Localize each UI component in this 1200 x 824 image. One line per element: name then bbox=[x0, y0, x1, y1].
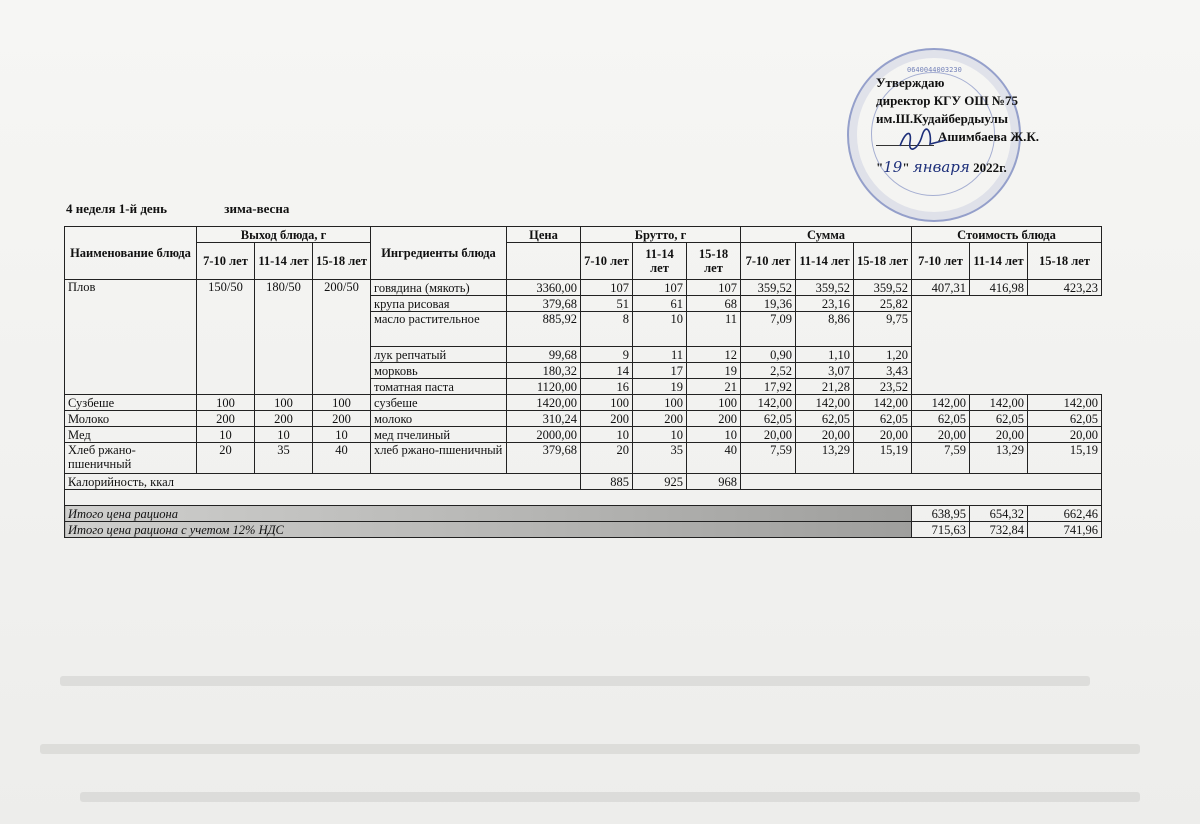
sum-value: 3,43 bbox=[854, 363, 912, 379]
total-value: 662,46 bbox=[1028, 506, 1102, 522]
sum-age-15-18: 15-18 лет bbox=[854, 243, 912, 280]
sum-value: 20,00 bbox=[854, 427, 912, 443]
gross-value: 10 bbox=[581, 427, 633, 443]
sum-value: 142,00 bbox=[854, 395, 912, 411]
date-day: 19 bbox=[883, 158, 903, 176]
gross-value: 19 bbox=[633, 379, 687, 395]
portion-value: 10 bbox=[197, 427, 255, 443]
gross-age-7-10: 7-10 лет bbox=[581, 243, 633, 280]
gross-value: 107 bbox=[687, 280, 741, 296]
sum-age-11-14: 11-14 лет bbox=[796, 243, 854, 280]
gross-value: 107 bbox=[581, 280, 633, 296]
sum-value: 25,82 bbox=[854, 296, 912, 312]
gross-value: 200 bbox=[633, 411, 687, 427]
gross-value: 8 bbox=[581, 312, 633, 347]
approval-position: директор КГУ ОШ №75 bbox=[876, 93, 1018, 108]
ingredient-name: мед пчелиный bbox=[371, 427, 507, 443]
cost-value: 62,05 bbox=[1028, 411, 1102, 427]
gross-value: 10 bbox=[633, 427, 687, 443]
total-vat-value: 715,63 bbox=[912, 522, 970, 538]
sum-value: 1,10 bbox=[796, 347, 854, 363]
gross-age-15-18: 15-18 лет bbox=[687, 243, 741, 280]
sum-value: 15,19 bbox=[854, 443, 912, 474]
portion-age-7-10: 7-10 лет bbox=[197, 243, 255, 280]
total-label: Итого цена рациона bbox=[65, 506, 912, 522]
gross-value: 107 bbox=[633, 280, 687, 296]
sum-value: 20,00 bbox=[796, 427, 854, 443]
price-value: 180,32 bbox=[507, 363, 581, 379]
ingredient-name: масло растительное bbox=[371, 312, 507, 347]
cost-value: 20,00 bbox=[912, 427, 970, 443]
portion-value: 100 bbox=[255, 395, 313, 411]
price-value: 2000,00 bbox=[507, 427, 581, 443]
stamp-number: 0640044003230 bbox=[907, 66, 962, 74]
sum-value: 9,75 bbox=[854, 312, 912, 347]
cost-value: 20,00 bbox=[1028, 427, 1102, 443]
gross-value: 200 bbox=[687, 411, 741, 427]
cost-age-7-10: 7-10 лет bbox=[912, 243, 970, 280]
sum-value: 7,09 bbox=[741, 312, 796, 347]
gross-value: 35 bbox=[633, 443, 687, 474]
col-dish-name: Наименование блюда bbox=[65, 227, 197, 280]
portion-value: 200 bbox=[313, 411, 371, 427]
portion-value: 20 bbox=[197, 443, 255, 474]
gross-value: 17 bbox=[633, 363, 687, 379]
table-row bbox=[65, 411, 1102, 427]
gross-value: 100 bbox=[581, 395, 633, 411]
approval-school: им.Ш.Кудайбердыулы bbox=[876, 111, 1008, 126]
total-value: 654,32 bbox=[970, 506, 1028, 522]
table-row bbox=[65, 280, 1102, 296]
price-value: 99,68 bbox=[507, 347, 581, 363]
cost-blank bbox=[912, 296, 1102, 395]
sum-value: 3,07 bbox=[796, 363, 854, 379]
portion-value: 35 bbox=[255, 443, 313, 474]
portion-value: 200 bbox=[255, 411, 313, 427]
gross-value: 21 bbox=[687, 379, 741, 395]
sum-value: 7,59 bbox=[741, 443, 796, 474]
gross-value: 40 bbox=[687, 443, 741, 474]
gross-value: 100 bbox=[633, 395, 687, 411]
table-row bbox=[65, 395, 1102, 411]
price-value: 3360,00 bbox=[507, 280, 581, 296]
price-subheader bbox=[507, 243, 581, 280]
ingredient-name: говядина (мякоть) bbox=[371, 280, 507, 296]
date-month: января bbox=[912, 158, 970, 176]
calories-label: Калорийность, ккал bbox=[65, 474, 581, 490]
price-value: 885,92 bbox=[507, 312, 581, 347]
dish-name: Молоко bbox=[65, 411, 197, 427]
portion-age-11-14: 11-14 лет bbox=[255, 243, 313, 280]
total-vat-row bbox=[65, 522, 1102, 538]
cost-age-15-18: 15-18 лет bbox=[1028, 243, 1102, 280]
gross-value: 16 bbox=[581, 379, 633, 395]
gross-value: 20 bbox=[581, 443, 633, 474]
season-label: зима-весна bbox=[224, 201, 290, 216]
sum-value: 359,52 bbox=[796, 280, 854, 296]
gross-value: 68 bbox=[687, 296, 741, 312]
approval-date: " 19 " января 2022г. bbox=[876, 158, 1007, 176]
sum-value: 62,05 bbox=[796, 411, 854, 427]
gross-value: 9 bbox=[581, 347, 633, 363]
cost-value: 142,00 bbox=[970, 395, 1028, 411]
bleed-through-line bbox=[60, 676, 1090, 686]
price-value: 310,24 bbox=[507, 411, 581, 427]
portion-value: 10 bbox=[313, 427, 371, 443]
portion-age-15-18: 15-18 лет bbox=[313, 243, 371, 280]
date-year: 2022г. bbox=[973, 160, 1007, 175]
cost-value: 423,23 bbox=[1028, 280, 1102, 296]
sum-value: 17,92 bbox=[741, 379, 796, 395]
price-value: 1420,00 bbox=[507, 395, 581, 411]
calories-row bbox=[65, 474, 1102, 490]
col-portion: Выход блюда, г bbox=[197, 227, 371, 243]
col-gross: Брутто, г bbox=[581, 227, 741, 243]
gross-value: 10 bbox=[687, 427, 741, 443]
portion-value: 200 bbox=[197, 411, 255, 427]
cost-value: 15,19 bbox=[1028, 443, 1102, 474]
col-sum: Сумма bbox=[741, 227, 912, 243]
sum-value: 19,36 bbox=[741, 296, 796, 312]
dish-name: Плов bbox=[65, 280, 197, 395]
menu-caption bbox=[66, 201, 289, 217]
total-vat-value: 732,84 bbox=[970, 522, 1028, 538]
table-row bbox=[65, 427, 1102, 443]
approval-block bbox=[876, 74, 1039, 177]
total-vat-label: Итого цена рациона с учетом 12% НДС bbox=[65, 522, 912, 538]
sum-value: 13,29 bbox=[796, 443, 854, 474]
ingredient-name: сузбеше bbox=[371, 395, 507, 411]
bleed-through-line bbox=[40, 744, 1140, 754]
portion-value: 10 bbox=[255, 427, 313, 443]
gross-value: 14 bbox=[581, 363, 633, 379]
sum-value: 359,52 bbox=[741, 280, 796, 296]
calories-value: 885 bbox=[581, 474, 633, 490]
col-dish-cost: Стоимость блюда bbox=[912, 227, 1102, 243]
ingredient-name: томатная паста bbox=[371, 379, 507, 395]
price-value: 1120,00 bbox=[507, 379, 581, 395]
portion-value: 200/50 bbox=[313, 280, 371, 395]
cost-value: 20,00 bbox=[970, 427, 1028, 443]
gross-value: 11 bbox=[687, 312, 741, 347]
portion-value: 180/50 bbox=[255, 280, 313, 395]
ingredient-name: молоко bbox=[371, 411, 507, 427]
sum-age-7-10: 7-10 лет bbox=[741, 243, 796, 280]
approval-title: Утверждаю bbox=[876, 75, 945, 90]
calories-value: 925 bbox=[633, 474, 687, 490]
sum-value: 1,20 bbox=[854, 347, 912, 363]
sum-value: 21,28 bbox=[796, 379, 854, 395]
gross-value: 51 bbox=[581, 296, 633, 312]
price-value: 379,68 bbox=[507, 443, 581, 474]
spacer-row bbox=[65, 490, 1102, 506]
table-row bbox=[65, 443, 1102, 474]
cost-value: 13,29 bbox=[970, 443, 1028, 474]
col-price: Цена bbox=[507, 227, 581, 243]
portion-value: 150/50 bbox=[197, 280, 255, 395]
calories-blank bbox=[741, 474, 1102, 490]
sum-value: 23,16 bbox=[796, 296, 854, 312]
cost-value: 416,98 bbox=[970, 280, 1028, 296]
sum-value: 23,52 bbox=[854, 379, 912, 395]
sum-value: 62,05 bbox=[741, 411, 796, 427]
gross-value: 11 bbox=[633, 347, 687, 363]
col-ingredients: Ингредиенты блюда bbox=[371, 227, 507, 280]
gross-age-11-14: 11-14 лет bbox=[633, 243, 687, 280]
total-value: 638,95 bbox=[912, 506, 970, 522]
sum-value: 62,05 bbox=[854, 411, 912, 427]
calories-value: 968 bbox=[687, 474, 741, 490]
bleed-through-line bbox=[80, 792, 1140, 802]
sum-value: 8,86 bbox=[796, 312, 854, 347]
gross-value: 19 bbox=[687, 363, 741, 379]
menu-table bbox=[64, 226, 1102, 538]
total-row bbox=[65, 506, 1102, 522]
cost-value: 407,31 bbox=[912, 280, 970, 296]
cost-value: 7,59 bbox=[912, 443, 970, 474]
dish-name: Хлеб ржано-пшеничный bbox=[65, 443, 197, 474]
dish-name: Сузбеше bbox=[65, 395, 197, 411]
cost-age-11-14: 11-14 лет bbox=[970, 243, 1028, 280]
ingredient-name: крупа рисовая bbox=[371, 296, 507, 312]
header-row-1 bbox=[65, 227, 1102, 243]
portion-value: 100 bbox=[313, 395, 371, 411]
sum-value: 20,00 bbox=[741, 427, 796, 443]
cost-value: 142,00 bbox=[1028, 395, 1102, 411]
sum-value: 359,52 bbox=[854, 280, 912, 296]
cost-value: 62,05 bbox=[970, 411, 1028, 427]
portion-value: 40 bbox=[313, 443, 371, 474]
price-value: 379,68 bbox=[507, 296, 581, 312]
gross-value: 200 bbox=[581, 411, 633, 427]
gross-value: 61 bbox=[633, 296, 687, 312]
empty-row bbox=[65, 490, 1102, 506]
cost-value: 62,05 bbox=[912, 411, 970, 427]
gross-value: 100 bbox=[687, 395, 741, 411]
approver-name: Ашимбаева Ж.К. bbox=[938, 129, 1040, 144]
week-day-label: 4 неделя 1-й день bbox=[66, 201, 168, 216]
dish-name: Мед bbox=[65, 427, 197, 443]
sum-value: 142,00 bbox=[741, 395, 796, 411]
portion-value: 100 bbox=[197, 395, 255, 411]
ingredient-name: лук репчатый bbox=[371, 347, 507, 363]
signature-scribble bbox=[896, 128, 956, 154]
gross-value: 10 bbox=[633, 312, 687, 347]
total-vat-value: 741,96 bbox=[1028, 522, 1102, 538]
sum-value: 0,90 bbox=[741, 347, 796, 363]
sum-value: 142,00 bbox=[796, 395, 854, 411]
ingredient-name: морковь bbox=[371, 363, 507, 379]
cost-value: 142,00 bbox=[912, 395, 970, 411]
gross-value: 12 bbox=[687, 347, 741, 363]
sum-value: 2,52 bbox=[741, 363, 796, 379]
ingredient-name: хлеб ржано-пшеничный bbox=[371, 443, 507, 474]
